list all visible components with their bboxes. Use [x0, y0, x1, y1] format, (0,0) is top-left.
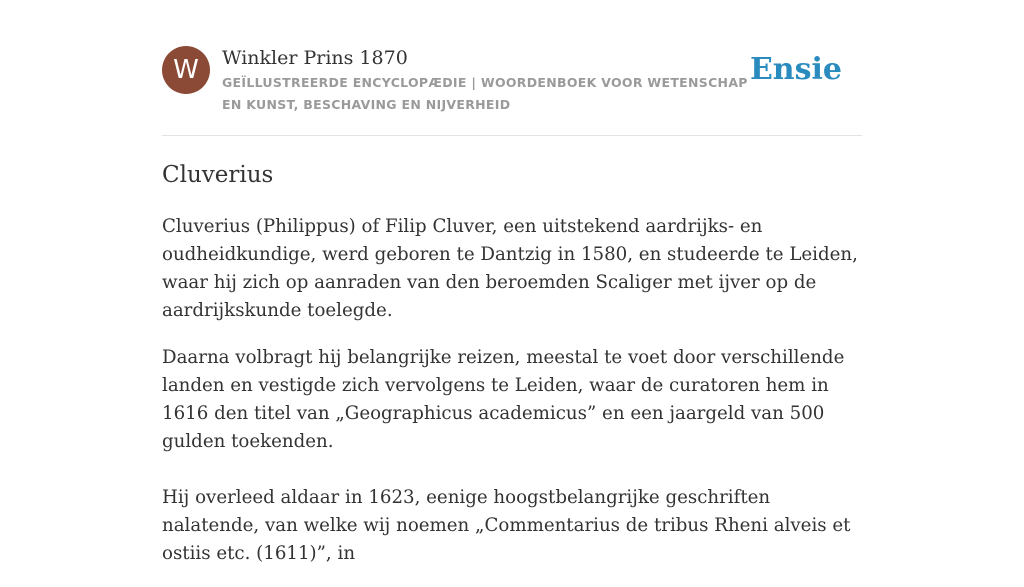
source-subtitle: GEÏLLUSTREERDE ENCYCLOPÆDIE | WOORDENBOEK VOOR WETENSCHAP EN KUNST, BESCHAVING EN NIJVERHEID	[222, 75, 748, 112]
entry-body	[162, 213, 862, 587]
source-header	[162, 46, 862, 116]
entry-title: Cluverius	[162, 162, 274, 188]
header-divider	[162, 135, 862, 136]
source-avatar[interactable]: W	[162, 46, 210, 94]
source-title[interactable]: Winkler Prins 1870	[222, 47, 408, 69]
ensie-logo-link[interactable]: Ensie	[749, 52, 842, 87]
entry-paragraph-2: Daarna volbragt hij belangrijke reizen, meestal te voet door verschillende landen en vestigde zich vervolgens te Leiden, waar de curatoren hem in 1616 den titel van „Geographicus academicus” en een jaargeld van 500 gulden toekenden.	[162, 347, 845, 452]
entry-paragraph-3: Hij overleed aldaar in 1623, eenige hoogstbelangrijke geschriften nalatende, van welke wij noemen „Commentarius de tribus Rheni alveis et ostiis etc. (1611)”, in	[162, 487, 851, 564]
entry-paragraph-1: Cluverius (Philippus) of Filip Cluver, een uitstekend aardrijks- en oudheidkundige, werd geboren te Dantzig in 1580, en studeerde te Leiden, waar hij zich op aanraden van den beroemden Scaliger met ijver op de aardrijkskunde toelegde.	[162, 216, 858, 321]
